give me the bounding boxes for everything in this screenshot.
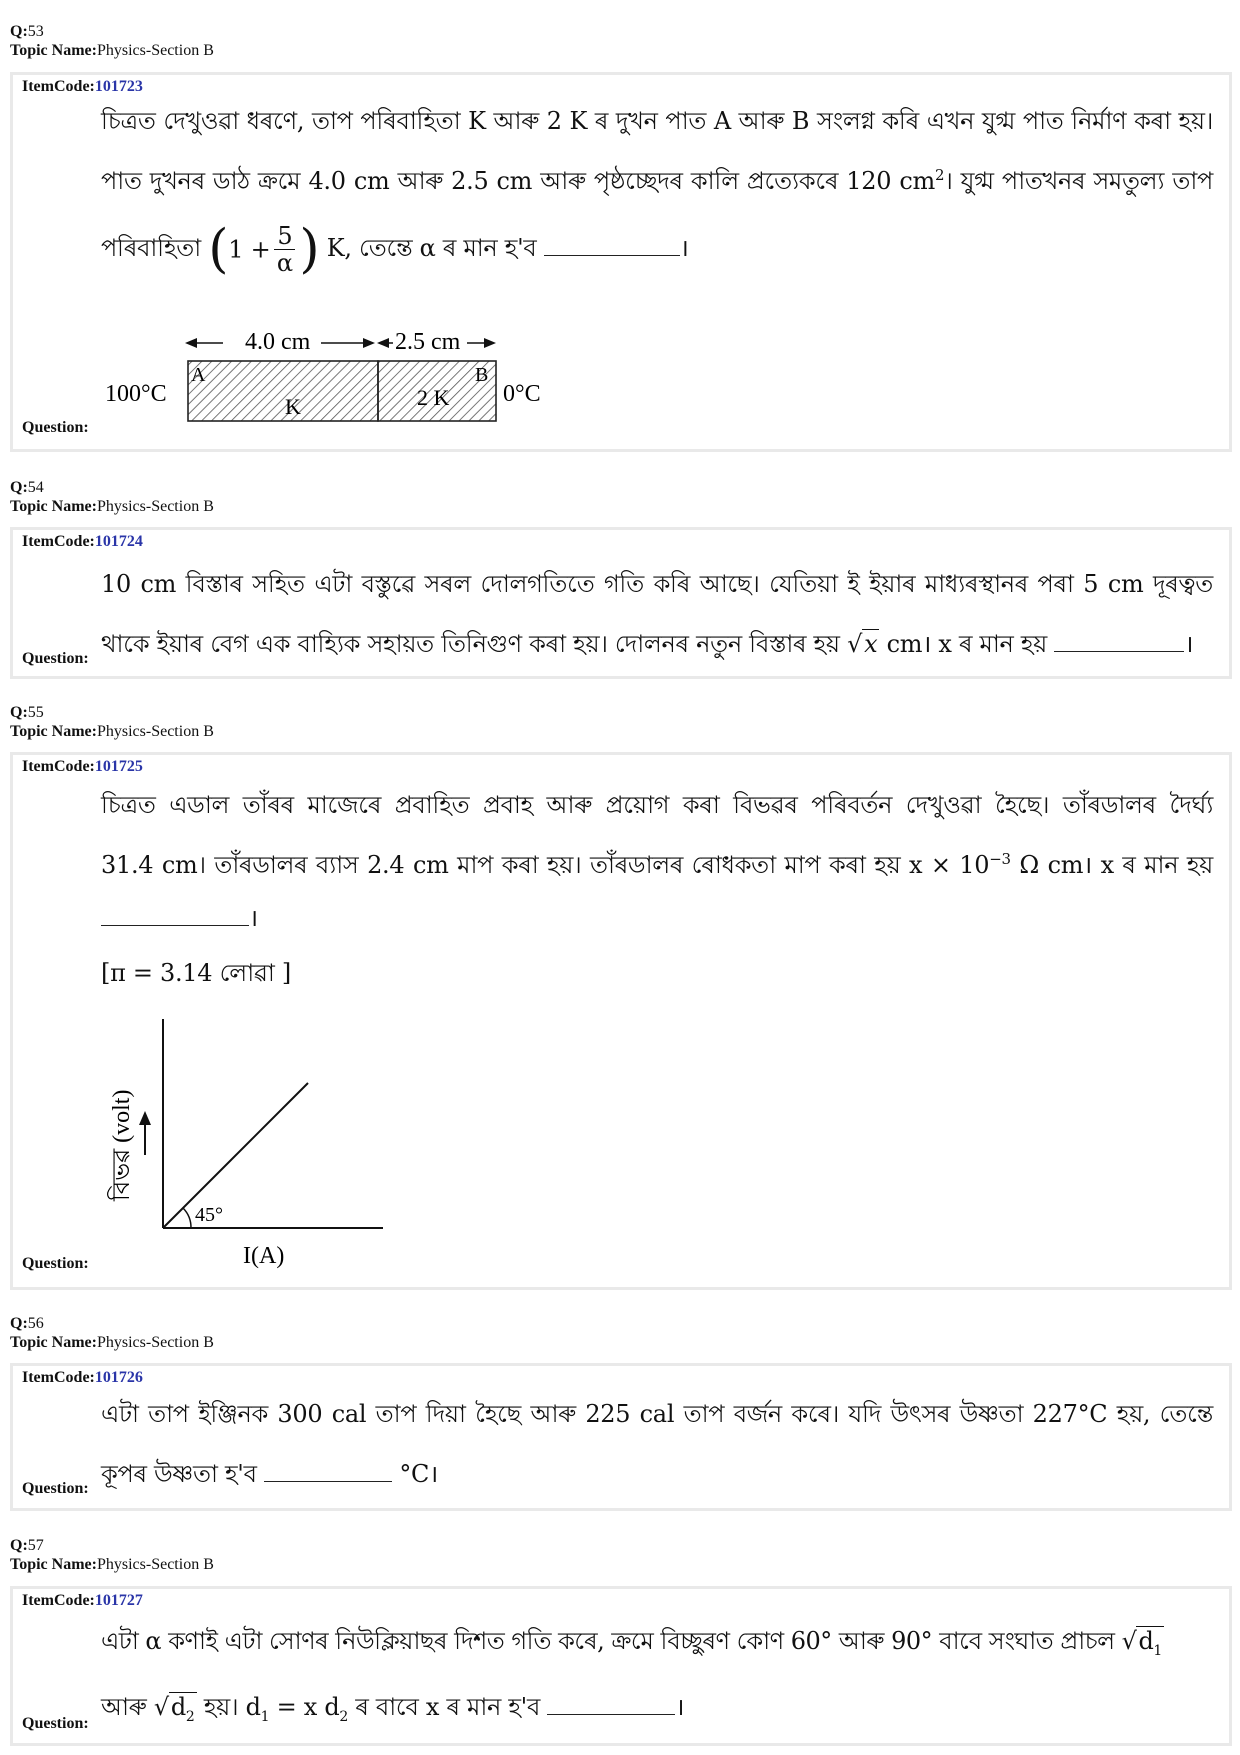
dim-a-label: 4.0 cm — [245, 329, 311, 355]
question-box — [10, 1363, 1232, 1511]
slab-b-letter: B — [475, 364, 489, 386]
item-code: ItemCode:101725 — [22, 758, 143, 775]
slab-a-letter: A — [191, 364, 206, 386]
question-header: Q:56 Topic Name:Physics-Section B — [10, 1315, 214, 1351]
question-header: Q:55 Topic Name:Physics-Section B — [10, 704, 214, 740]
question-label: Question: — [22, 1715, 89, 1732]
answer-blank — [264, 1463, 392, 1482]
y-axis-label: বিভৱ (volt) — [109, 1089, 135, 1201]
arrow-up-icon — [139, 1111, 151, 1125]
vi-graph — [93, 1005, 393, 1275]
topic-name: Physics-Section B — [96, 1556, 214, 1573]
question-text-line: পৰিবাহিতা (1 + $\frac{5}{\alpha}$ ) K, তেন্তে α ৰ মান হ'ব । — [101, 219, 689, 280]
topic-name: Physics-Section B — [96, 42, 214, 59]
question-number: 53 — [27, 23, 44, 40]
item-code: ItemCode:101726 — [22, 1369, 143, 1386]
answer-blank — [1054, 633, 1184, 652]
vi-line — [163, 1083, 308, 1228]
item-code: ItemCode:101724 — [22, 533, 143, 550]
question-text-line: পাত দুখনৰ ডাঠ ক্ৰমে 4.0 cm আৰু 2.5 cm আৰু পৃষ্ঠচ্ছেদৰ কালি প্ৰত্যেকৰে 120 $cm^2।$ যুগ্ম পাতখনৰ সমতুল্য তাপ — [101, 166, 1213, 195]
temp-right: 0°C — [503, 381, 541, 407]
question-header — [10, 22, 214, 60]
question-text-line: কূপৰ উষ্ণতা হ'ব °C। — [101, 1460, 438, 1488]
slab-b-k: 2 K — [417, 385, 450, 410]
item-code-value: 101727 — [94, 1592, 143, 1609]
question-label: Question: — [22, 1255, 89, 1272]
sqrt-expression: $√d_2$ — [153, 1693, 195, 1725]
item-code-value: 101725 — [94, 758, 143, 775]
question-number: 55 — [27, 704, 44, 721]
temp-left: 100°C — [105, 381, 167, 407]
question-text-line: চিত্ৰত এডাল তাঁৰৰ মাজেৰে প্ৰবাহিত প্ৰবাহ আৰু প্ৰয়োগ কৰা বিভৱৰ পৰিবৰ্তন দেখুওৱা হৈছে। তাঁৰডালৰ দৈৰ্ঘ্য — [101, 791, 1213, 819]
slab-a — [188, 361, 378, 421]
item-code: ItemCode:101723 — [22, 78, 143, 95]
fraction: $\frac{5}{\alpha}$ — [274, 223, 295, 276]
question-label: Question: — [22, 1480, 89, 1497]
dim-b-label: 2.5 cm — [395, 329, 461, 355]
slab-a-k: K — [285, 394, 301, 419]
answer-blank — [101, 907, 249, 926]
question-text-line: 31.4 cm। তাঁৰডালৰ ব্যাস 2.4 cm মাপ কৰা হয়। তাঁৰডালৰ ৰোধকতা মাপ কৰা হয় $x \times 10^{-3}$ Ω cm। x ৰ মান হয় — [101, 850, 1213, 879]
question-text-line: এটা α কণাই এটা সোণৰ নিউক্লিয়াছৰ দিশত গতি কৰে, ক্ৰমে বিচ্ছুৰণ কোণ 60° আৰু 90° বাবে সংঘাত প্ৰাচল $√d_1$ — [101, 1627, 1162, 1659]
topic-name: Physics-Section B — [96, 1334, 214, 1351]
item-code-value: 101724 — [94, 533, 143, 550]
question-text-line: । — [101, 901, 1213, 934]
question-box — [10, 527, 1232, 679]
question-box — [10, 1586, 1232, 1746]
question-label: Question: — [22, 650, 89, 667]
topic-name: Physics-Section B — [96, 498, 214, 515]
item-code-value: 101726 — [94, 1369, 143, 1386]
question-text-line: [π = 3.14 লোৱা ] — [101, 959, 291, 987]
q-label: Q: — [10, 23, 28, 40]
angle-arc — [183, 1208, 191, 1228]
question-box — [10, 72, 1232, 452]
question-box — [10, 752, 1232, 1290]
question-label: Question: — [22, 419, 89, 436]
x-axis-label: I(A) — [243, 1243, 285, 1269]
item-code-value: 101723 — [94, 78, 143, 95]
answer-blank — [547, 1696, 675, 1715]
question-text-line: চিত্ৰত দেখুওৱা ধৰণে, তাপ পৰিবাহিতা K আৰু 2 K ৰ দুখন পাত A আৰু B সংলগ্ন কৰি এখন যুগ্ম পাত নিৰ্মাণ কৰা হয়। — [101, 107, 1213, 135]
question-number: 56 — [27, 1315, 44, 1332]
question-header: Q:54 Topic Name:Physics-Section B — [10, 479, 214, 515]
question-text-line: 10 cm বিস্তাৰ সহিত এটা বস্তুৱে সৰল দোলগতিতে গতি কৰি আছে। যেতিয়া ই ইয়াৰ মাধ্যৰস্থানৰ পৰা 5 cm দূৰত্বত — [101, 570, 1213, 598]
angle-label: 45° — [195, 1204, 223, 1226]
question-number: 54 — [27, 479, 44, 496]
question-text-line: আৰু $√d_2$ হয়। $d_1 = x$ $d_2$ ৰ বাবে x ৰ মান হ'ব । — [101, 1693, 685, 1725]
question-number: 57 — [27, 1537, 44, 1554]
topic-label: Topic Name: — [10, 42, 97, 59]
item-code: ItemCode:101727 — [22, 1592, 143, 1609]
question-text-line: এটা তাপ ইঞ্জিনক 300 cal তাপ দিয়া হৈছে আৰু 225 cal তাপ বৰ্জন কৰে। যদি উৎসৰ উষ্ণতা 227°C হয়, তেন্তে — [101, 1400, 1213, 1428]
question-text-line: থাকে ইয়াৰ বেগ এক বাহ্যিক সহায়ত তিনিগুণ কৰা হয়। দোলনৰ নতুন বিস্তাৰ হয় √x cm। x ৰ মান হয় । — [101, 630, 1194, 658]
sqrt-expression: √x — [847, 630, 878, 658]
topic-name: Physics-Section B — [96, 723, 214, 740]
answer-blank — [544, 237, 680, 256]
slab-diagram — [93, 321, 613, 451]
question-header: Q:57 Topic Name:Physics-Section B — [10, 1537, 214, 1573]
sqrt-expression: $√d_1$ — [1121, 1627, 1162, 1659]
